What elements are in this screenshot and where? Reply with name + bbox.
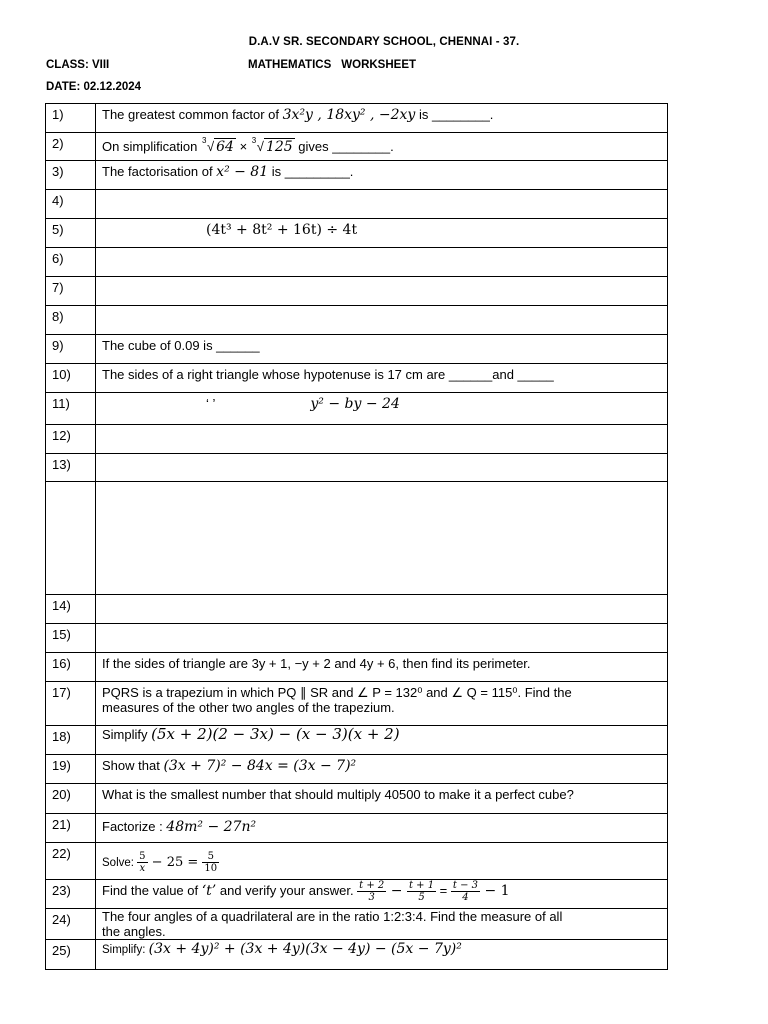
question-text — [96, 277, 668, 306]
question-row — [46, 653, 668, 682]
question-row — [46, 425, 668, 454]
question-number: 1) — [46, 104, 96, 133]
question-text: Simplify: (3x + 4y)² + (3x + 4y)(3x − 4y) − (5x − 7y)² — [96, 940, 668, 970]
question-row — [46, 104, 668, 133]
question-number: 3) — [46, 161, 96, 190]
question-number: 8) — [46, 306, 96, 335]
question-text: If the sides of triangle are 3y + 1, −y + 2 and 4y + 6, then find its perimeter. — [96, 653, 668, 682]
question-number: 14) — [46, 595, 96, 624]
question-number — [46, 482, 96, 595]
question-text: Solve: $\frac{5}{x}$ − 25 = $\frac{5}{10}$ — [96, 843, 668, 880]
question-row — [46, 161, 668, 190]
question-number: 20) — [46, 784, 96, 814]
question-number: 15) — [46, 624, 96, 653]
question-number: 24) — [46, 909, 96, 940]
question-text — [96, 482, 668, 595]
worksheet-label: WORKSHEET — [341, 59, 417, 71]
question-number: 13) — [46, 454, 96, 482]
question-number: 18) — [46, 726, 96, 755]
question-text: The sides of a right triangle whose hypotenuse is 17 cm are ______and _____ — [96, 364, 668, 393]
question-row — [46, 784, 668, 814]
class-label: CLASS: VIII — [46, 59, 110, 71]
fraction: $\frac{t + 1}{5}$ — [408, 880, 435, 903]
question-number: 21) — [46, 814, 96, 843]
question-row — [46, 133, 668, 161]
question-row — [46, 454, 668, 482]
question-row — [46, 190, 668, 219]
question-table — [45, 103, 668, 970]
question-text: Factorize : 48m² − 27n² — [96, 814, 668, 843]
question-text: On simplification 3 √ 64 × 3 √ 125 gives ________. — [96, 133, 668, 161]
question-text — [96, 624, 668, 653]
question-row — [46, 909, 668, 940]
question-text: PQRS is a trapezium in which PQ ∥ SR and ∠ P = 132⁰ and ∠ Q = 115⁰. Find the measures of the other two angles of the trapezium. — [96, 682, 668, 726]
question-text: The greatest common factor of 3x²y , 18xy² , −2xy is ________. — [96, 104, 668, 133]
question-number: 2) — [46, 133, 96, 161]
question-text — [96, 425, 668, 454]
cube-root-2: 3 √ 125 — [251, 136, 293, 155]
question-text — [96, 454, 668, 482]
question-text: The four angles of a quadrilateral are in the ratio 1:2:3:4. Find the measure of all the angles. — [96, 909, 668, 940]
question-row — [46, 940, 668, 970]
question-text: Simplify (5x + 2)(2 − 3x) − (x − 3)(x + 2) — [96, 726, 668, 755]
question-row — [46, 364, 668, 393]
cube-root-1: 3 √ 64 — [201, 136, 234, 155]
question-text: Show that (3x + 7)² − 84x = (3x − 7)² — [96, 755, 668, 784]
question-row — [46, 482, 668, 595]
question-number: 12) — [46, 425, 96, 454]
question-number: 5) — [46, 219, 96, 248]
question-text: The cube of 0.09 is ______ — [96, 335, 668, 364]
question-number: 17) — [46, 682, 96, 726]
question-number: 6) — [46, 248, 96, 277]
question-number: 9) — [46, 335, 96, 364]
question-row — [46, 880, 668, 909]
question-row — [46, 755, 668, 784]
worksheet-title — [248, 59, 416, 71]
question-text: Find the value of ‘t’ and verify your answer. $\frac{t + 2}{3}$ − $\frac{t + 1}{5}$ = $\frac{t - 3}{4}$ − 1 — [96, 880, 668, 909]
question-number: 11) — [46, 393, 96, 425]
question-text — [96, 595, 668, 624]
question-row — [46, 277, 668, 306]
subject-label: MATHEMATICS — [248, 59, 332, 71]
question-text — [96, 190, 668, 219]
question-text: (4t³ + 8t² + 16t) ÷ 4t — [96, 219, 668, 248]
question-row — [46, 335, 668, 364]
question-text: The factorisation of x² − 81 is _________. — [96, 161, 668, 190]
fraction: $\frac{t - 3}{4}$ — [452, 880, 479, 903]
question-row — [46, 248, 668, 277]
question-number: 4) — [46, 190, 96, 219]
date-label: DATE: 02.12.2024 — [46, 81, 142, 93]
question-number: 19) — [46, 755, 96, 784]
question-row — [46, 843, 668, 880]
question-row — [46, 595, 668, 624]
question-number: 22) — [46, 843, 96, 880]
fraction: $\frac{t + 2}{3}$ — [359, 880, 385, 903]
question-text — [96, 248, 668, 277]
question-text — [96, 306, 668, 335]
question-row — [46, 306, 668, 335]
question-row — [46, 726, 668, 755]
question-row — [46, 393, 668, 425]
question-number: 10) — [46, 364, 96, 393]
fraction: $\frac{5}{x}$ — [139, 851, 146, 874]
question-number: 25) — [46, 940, 96, 970]
school-name: D.A.V SR. SECONDARY SCHOOL, CHENNAI - 37. — [248, 36, 520, 48]
fraction: $\frac{5}{10}$ — [204, 851, 218, 874]
question-row — [46, 219, 668, 248]
question-row — [46, 814, 668, 843]
question-number: 16) — [46, 653, 96, 682]
question-text: What is the smallest number that should multiply 40500 to make it a perfect cube? — [96, 784, 668, 814]
question-number: 7) — [46, 277, 96, 306]
question-row — [46, 624, 668, 653]
question-number: 23) — [46, 880, 96, 909]
question-row — [46, 682, 668, 726]
question-text: ‘ ’ y² − by − 24 — [96, 393, 668, 425]
